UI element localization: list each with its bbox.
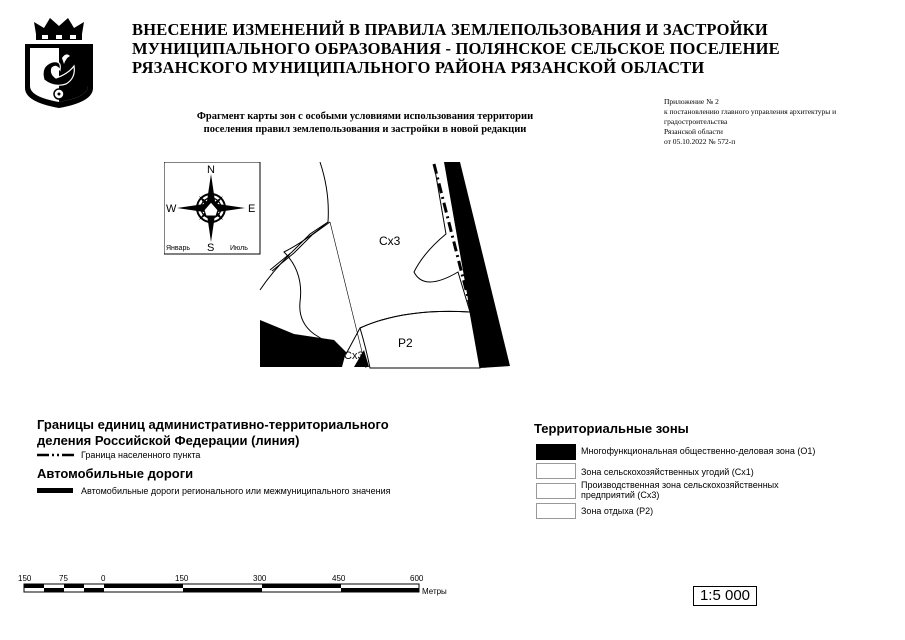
label-cx3-bottom: Сх3 xyxy=(344,350,364,362)
legend-heading-line: деления Российской Федерации (линия) xyxy=(37,433,300,448)
zone-label-cx3 xyxy=(581,480,821,500)
zone-label-cx1: Зона сельскохозяйственных угодий (Сх1) xyxy=(581,467,754,477)
appendix-line: к постановлению главного управления архитектуры и xyxy=(664,107,837,116)
scale-tick-label: 450 xyxy=(332,574,346,583)
zone-p2-outline xyxy=(360,311,480,368)
appendix-line: Приложение № 2 xyxy=(664,97,719,106)
title-line: МУНИЦИПАЛЬНОГО ОБРАЗОВАНИЯ - ПОЛЯНСКОЕ СЕЛЬСКОЕ ПОСЕЛЕНИЕ xyxy=(132,39,780,58)
scale-ratio: 1:5 000 xyxy=(693,586,757,606)
legend-zones-heading: Территориальные зоны xyxy=(534,421,689,436)
scale-tick-label: 75 xyxy=(59,574,68,583)
legend-roads-heading: Автомобильные дороги xyxy=(37,466,194,481)
appendix-line: от 05.10.2022 № 572-п xyxy=(664,137,736,146)
zone-swatch-o1 xyxy=(536,444,576,460)
zone-label-line: предприятий (Сх3) xyxy=(581,490,660,500)
compass-right-label: Июль xyxy=(230,245,248,252)
compass-w: W xyxy=(166,203,177,215)
coat-of-arms-emblem xyxy=(22,14,96,110)
subtitle-line: поселения правил землепользования и застройки в новой редакции xyxy=(203,124,527,135)
legend-heading-line: Границы единиц административно-территориального xyxy=(37,417,389,432)
map-fragment xyxy=(164,162,510,370)
zone-label-line: Производственная зона сельскохозяйственных xyxy=(581,480,779,490)
black-area-bottom xyxy=(260,320,346,367)
crown-icon xyxy=(34,18,84,40)
scale-tick-label: 600 xyxy=(410,574,424,583)
compass-left-label: Январь xyxy=(166,245,190,252)
zone-swatch-cx1 xyxy=(536,463,576,479)
legend-boundary-label: Граница населенного пункта xyxy=(81,450,201,460)
scale-unit: Метры xyxy=(422,587,447,596)
appendix-note xyxy=(664,97,894,147)
document-title xyxy=(132,20,852,77)
compass-e: E xyxy=(248,203,256,215)
zone-swatch-p2 xyxy=(536,503,576,519)
scale-tick-label: 150 xyxy=(18,574,32,583)
compass-rose xyxy=(164,162,260,254)
appendix-line: градостроительства xyxy=(664,117,728,126)
zone-label-p2: Зона отдыха (Р2) xyxy=(581,506,654,516)
label-cx3-top: Сх3 xyxy=(379,234,401,248)
scale-bar xyxy=(10,572,460,602)
compass-s: S xyxy=(207,242,215,254)
legend-admin-heading xyxy=(37,417,477,449)
appendix-line: Рязанской области xyxy=(664,127,723,136)
zone-swatch-cx3 xyxy=(536,483,576,499)
subtitle-line: Фрагмент карты зон с особыми условиями использования территории xyxy=(196,111,534,122)
wheel-icon xyxy=(54,89,64,99)
scale-tick-label: 150 xyxy=(175,574,189,583)
boundary-line-symbol xyxy=(37,451,77,459)
scale-tick-label: 300 xyxy=(253,574,267,583)
title-line: ВНЕСЕНИЕ ИЗМЕНЕНИЙ В ПРАВИЛА ЗЕМЛЕПОЛЬЗОВАНИЯ И ЗАСТРОЙКИ xyxy=(132,20,768,39)
map-subtitle xyxy=(150,110,580,136)
scale-tick-label: 0 xyxy=(101,574,106,583)
label-p2: Р2 xyxy=(398,336,413,350)
road-line-symbol xyxy=(37,488,73,493)
scale-bar-segments xyxy=(24,584,419,592)
zone-label-o1: Многофункциональная общественно-деловая зона (О1) xyxy=(581,446,816,456)
title-line: РЯЗАНСКОГО МУНИЦИПАЛЬНОГО РАЙОНА РЯЗАНСКОЙ ОБЛАСТИ xyxy=(132,58,705,77)
legend-road-label: Автомобильные дороги регионального или межмуниципального значения xyxy=(81,486,391,496)
compass-n: N xyxy=(207,164,215,176)
